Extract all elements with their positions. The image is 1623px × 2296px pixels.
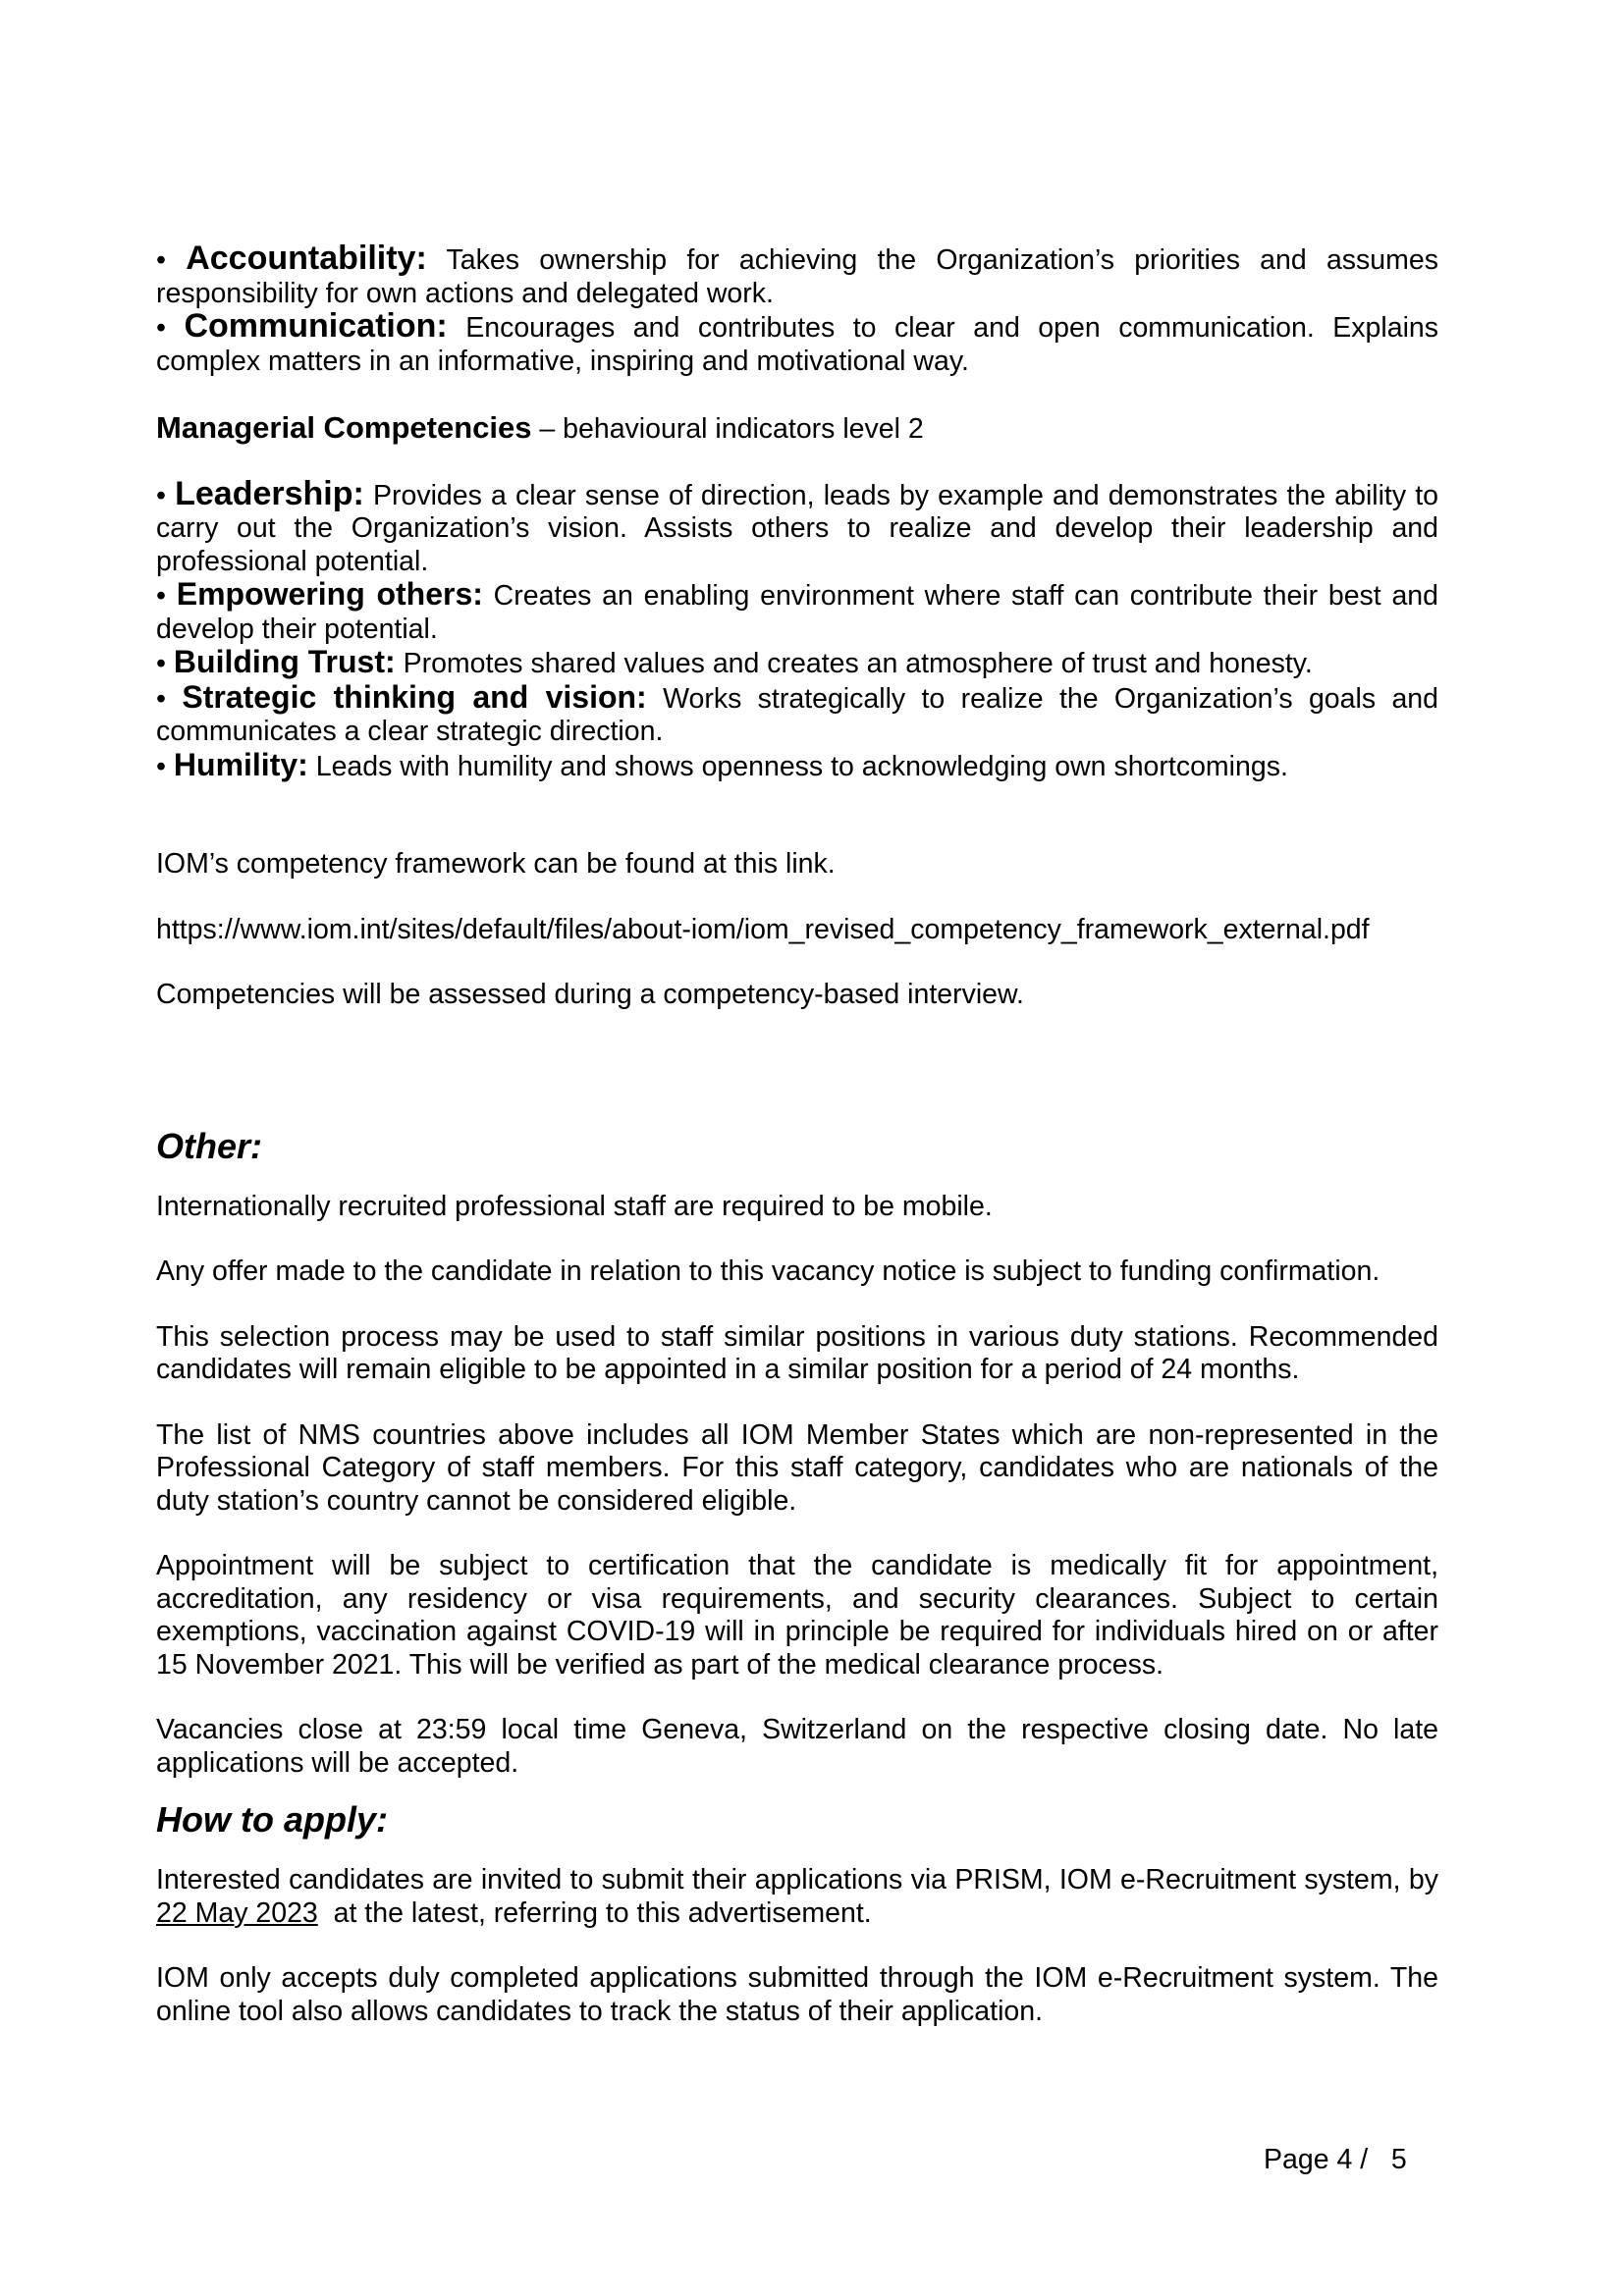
assessment-note: Competencies will be assessed during a competency-based interview.: [156, 979, 1024, 1010]
competency-text: Promotes shared values and creates an atmosphere of trust and honesty.: [403, 648, 1313, 679]
paragraph: Internationally recruited professional staff are required to be mobile.: [156, 1190, 993, 1222]
competency-item: • Humility: Leads with humility and shows openness to acknowledging own shortcomings.: [156, 746, 1288, 782]
apply-paragraph: IOM only accepts duly completed applications submitted through the IOM e-Recruitment system. The online tool also allows candidates to track the status of their application.: [156, 1962, 1438, 2027]
competency-text: Takes ownership for achieving the Organization’s priorities and assumes responsibility for own actions and delegated work.: [156, 244, 1439, 309]
document-body: [156, 242, 1438, 2028]
apply-paragraph: [156, 1864, 1438, 1930]
competency-item: • Communication: Encourages and contributes to clear and open communication. Explains complex matters in an informative, inspiring and motivational way.: [156, 307, 1439, 377]
competency-title: Building Trust:: [173, 644, 396, 679]
competency-title: Strategic thinking and vision:: [182, 678, 647, 715]
framework-intro: IOM’s competency framework can be found at this link.: [156, 848, 836, 880]
section-title-how-to-apply: How to apply:: [156, 1799, 388, 1840]
competency-title: Communication:: [184, 307, 448, 345]
competency-text: Provides a clear sense of direction, leads by example and demonstrates the ability to carry out the Organization’s vision. Assists others to realize and develop their leadership and professional potential.: [156, 479, 1438, 577]
competency-item: • Leadership: Provides a clear sense of direction, leads by example and demonstrates the ability to carry out the Organization’s vision. Assists others to realize and develop their leadership and professional potential.: [156, 474, 1438, 577]
competency-text: Leads with humility and shows openness to acknowledging own shortcomings.: [315, 750, 1288, 782]
competency-item: • Building Trust: Promotes shared values and creates an atmosphere of trust and honesty.: [156, 644, 1313, 679]
framework-link[interactable]: https://www.iom.int/sites/default/files/about-iom/iom_revised_competency_framework_external.pdf: [156, 913, 1370, 945]
competency-text: Works strategically to realize the Organization’s goals and communicates a clear strategic direction.: [156, 682, 1438, 747]
paragraph: This selection process may be used to staff similar positions in various duty stations. Recommended candidates will remain eligible to be appointed in a similar position for a period of 24 months.: [156, 1320, 1438, 1385]
paragraph: Any offer made to the candidate in relation to this vacancy notice is subject to funding confirmation.: [156, 1255, 1380, 1287]
apply-text-after: at the latest, referring to this advertisement.: [317, 1896, 872, 1929]
page-number: Page 4 / 5: [1264, 2144, 1407, 2175]
managerial-heading-sub: – behavioural indicators level 2: [531, 413, 924, 445]
competency-text: Creates an enabling environment where staff can contribute their best and develop their potential.: [156, 580, 1438, 645]
competency-title: Accountability:: [186, 240, 427, 277]
competency-title: Humility:: [173, 746, 308, 782]
competency-title: Leadership:: [175, 474, 364, 512]
competency-item: • Strategic thinking and vision: Works strategically to realize the Organization’s goals and communicates a clear strategic direction.: [156, 678, 1438, 747]
paragraph: Vacancies close at 23:59 local time Geneva, Switzerland on the respective closing date. No late applications will be accepted.: [156, 1714, 1438, 1779]
section-title-other: Other:: [156, 1125, 262, 1166]
managerial-heading-title: Managerial Competencies: [156, 410, 532, 445]
managerial-heading: [156, 411, 1438, 447]
competency-item: • Empowering others: Creates an enabling environment where staff can contribute their best and develop their potential.: [156, 576, 1438, 645]
competency-item: • Accountability: Takes ownership for achieving the Organization’s priorities and assumes responsibility for own actions and delegated work.: [156, 240, 1439, 309]
competency-title: Empowering others:: [176, 576, 483, 612]
competency-text: Encourages and contributes to clear and open communication. Explains complex matters in an informative, inspiring and motivational way.: [156, 312, 1439, 377]
paragraph: Appointment will be subject to certification that the candidate is medically fit for appointment, accreditation, any residency or visa requirements, and security clearances. Subject to certain exemptions, vaccination against COVID-19 will in principle be required for individuals hired on or after 15 November 2021. This will be verified as part of the medical clearance process.: [156, 1550, 1438, 1681]
closing-date: 22 May 2023: [156, 1896, 318, 1929]
paragraph: The list of NMS countries above includes all IOM Member States which are non-represented in the Professional Category of staff members. For this staff category, candidates who are nationals of the duty station’s country cannot be considered eligible.: [156, 1418, 1438, 1517]
apply-text-before: Interested candidates are invited to submit their applications via PRISM, IOM e-Recruitment system, by: [156, 1864, 1438, 1896]
